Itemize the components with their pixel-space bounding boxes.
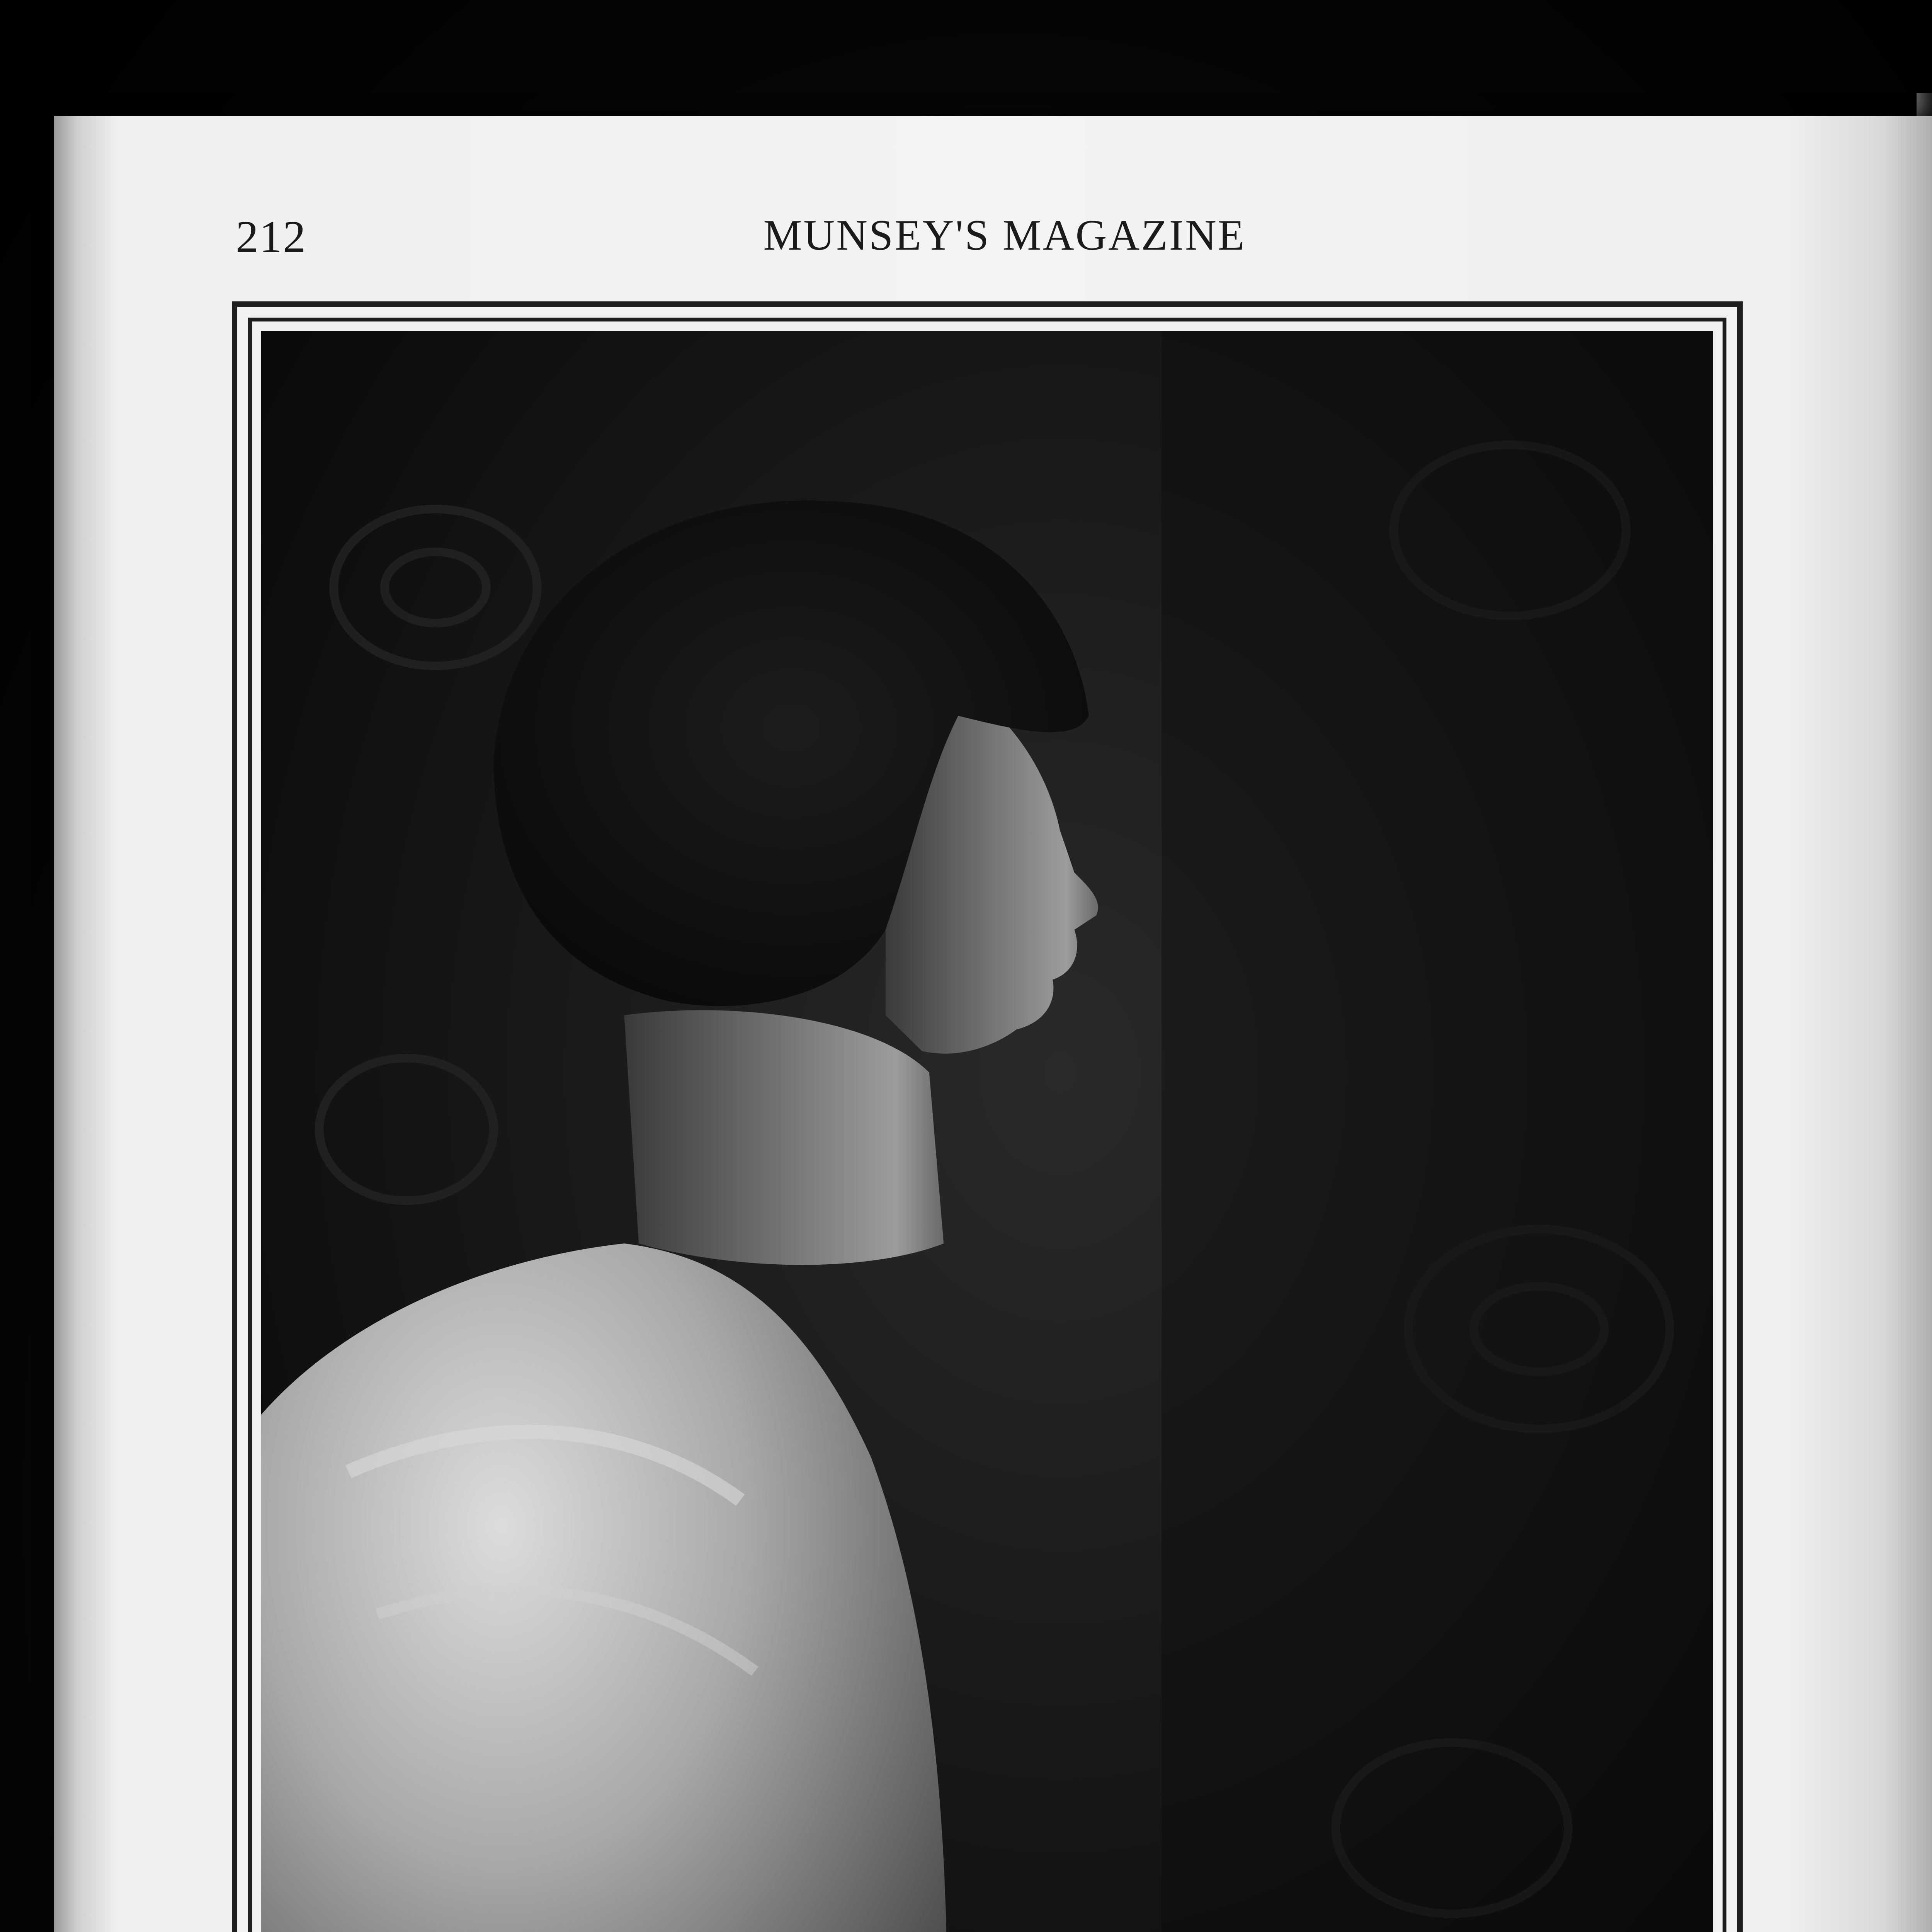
portrait-illustration	[261, 331, 1713, 1932]
page-number: 212	[236, 211, 306, 262]
photo-frame	[232, 301, 1743, 1932]
running-head: MUNSEY'S MAGAZINE	[763, 211, 1246, 259]
photo-frame-inner	[248, 318, 1726, 1932]
portrait-photograph	[261, 331, 1713, 1932]
